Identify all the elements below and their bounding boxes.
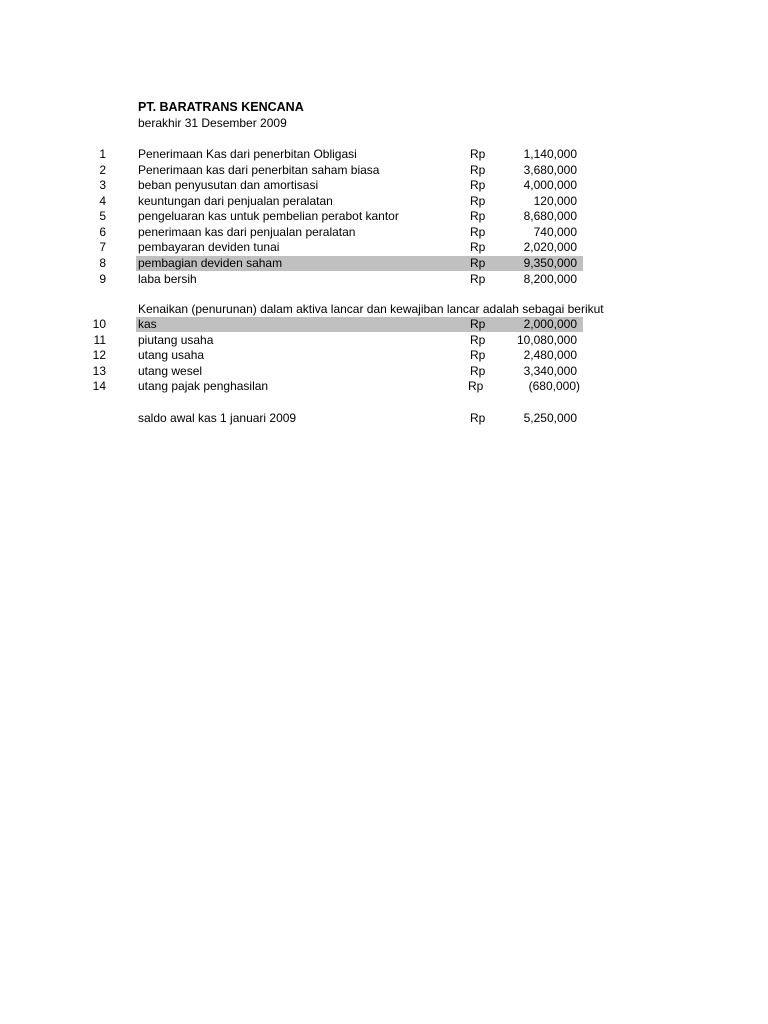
row-label: Penerimaan Kas dari penerbitan Obligasi — [138, 147, 357, 161]
row-number: 4 — [99, 194, 106, 208]
row-label: utang wesel — [138, 364, 203, 378]
row-label: keuntungan dari penjualan peralatan — [138, 194, 333, 208]
row-number: 8 — [99, 256, 106, 270]
row-label: utang usaha — [138, 348, 205, 362]
row-number: 11 — [93, 333, 106, 347]
period-subtitle: berakhir 31 Desember 2009 — [138, 116, 287, 130]
table-row — [0, 147, 768, 162]
row-label: pembayaran deviden tunai — [138, 240, 280, 254]
row-amount: 120,000 — [533, 194, 577, 208]
row-currency: Rp — [470, 317, 486, 331]
row-label: pembagian deviden saham — [138, 256, 283, 270]
row-amount: 2,480,000 — [523, 348, 577, 362]
table-row — [0, 379, 768, 394]
row-number: 3 — [99, 178, 106, 192]
row-currency: Rp — [470, 209, 486, 223]
row-label: utang pajak penghasilan — [138, 379, 269, 393]
row-amount: 3,680,000 — [523, 163, 577, 177]
row-number: 2 — [99, 163, 106, 177]
opening-balance-row — [0, 411, 768, 426]
row-number: 12 — [92, 348, 106, 362]
table-row — [0, 209, 768, 224]
row-currency: Rp — [470, 240, 486, 254]
opening-balance-label: saldo awal kas 1 januari 2009 — [138, 411, 297, 425]
row-amount: 740,000 — [533, 225, 577, 239]
row-amount: 10,080,000 — [516, 333, 577, 347]
row-number: 13 — [92, 364, 106, 378]
row-currency: Rp — [470, 333, 486, 347]
table-row — [0, 240, 768, 255]
row-amount: 2,000,000 — [523, 317, 577, 331]
row-number: 1 — [99, 147, 106, 161]
row-label: Penerimaan kas dari penerbitan saham biasa — [138, 163, 380, 177]
row-number: 14 — [92, 379, 106, 393]
table-row — [0, 163, 768, 178]
row-currency: Rp — [470, 348, 486, 362]
row-currency: Rp — [468, 379, 484, 393]
table-row — [0, 272, 768, 287]
row-amount: 4,000,000 — [523, 178, 577, 192]
row-label: piutang usaha — [138, 333, 214, 347]
table-row — [0, 178, 768, 193]
table-row — [0, 225, 768, 240]
row-amount: (680,000) — [528, 379, 580, 393]
opening-balance-currency: Rp — [470, 411, 486, 425]
row-number: 10 — [92, 317, 106, 331]
row-amount: 2,020,000 — [523, 240, 577, 254]
row-currency: Rp — [470, 364, 486, 378]
row-label: beban penyusutan dan amortisasi — [138, 178, 319, 192]
table-row — [0, 333, 768, 348]
table-row — [0, 194, 768, 209]
row-currency: Rp — [470, 194, 486, 208]
row-number: 5 — [99, 209, 106, 223]
row-currency: Rp — [470, 178, 486, 192]
row-number: 6 — [99, 225, 106, 239]
row-currency: Rp — [470, 256, 486, 270]
row-label: penerimaan kas dari penjualan peralatan — [138, 225, 356, 239]
row-amount: 3,340,000 — [523, 364, 577, 378]
section-note: Kenaikan (penurunan) dalam aktiva lancar dan kewajiban lancar adalah sebagai berikut — [138, 302, 604, 316]
row-amount: 1,140,000 — [523, 147, 577, 161]
table-row — [0, 364, 768, 379]
row-currency: Rp — [470, 225, 486, 239]
row-amount: 8,680,000 — [523, 209, 577, 223]
table-row-highlighted — [0, 256, 768, 271]
table-row — [0, 348, 768, 363]
row-label: laba bersih — [138, 272, 197, 286]
row-label: pengeluaran kas untuk pembelian perabot kantor — [138, 209, 399, 223]
row-number: 9 — [99, 272, 106, 286]
row-number: 7 — [99, 240, 106, 254]
row-amount: 8,200,000 — [523, 272, 577, 286]
row-currency: Rp — [470, 272, 486, 286]
company-title: PT. BARATRANS KENCANA — [138, 100, 304, 114]
opening-balance-amount: 5,250,000 — [523, 411, 577, 425]
row-label: kas — [138, 317, 157, 331]
table-row-highlighted — [0, 317, 768, 332]
row-currency: Rp — [470, 147, 486, 161]
row-amount: 9,350,000 — [523, 256, 577, 270]
row-currency: Rp — [470, 163, 486, 177]
